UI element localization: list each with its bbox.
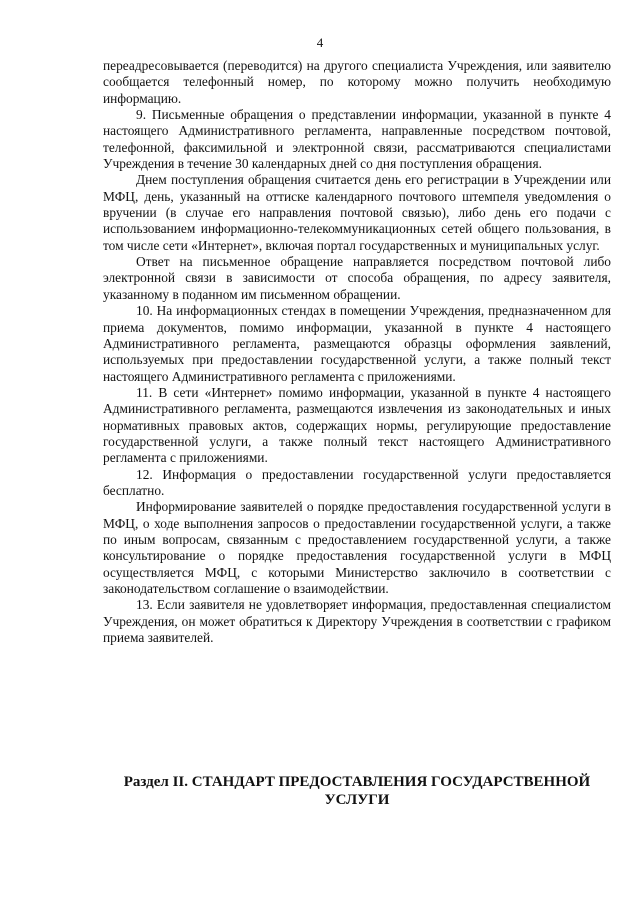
paragraph-item-11: 11. В сети «Интернет» помимо информации, указанной в пункте 4 настоящего Административного регламента, размещаются извлечения из законодательных и иных нормативных правовых актов, содержащих нормы, регулирующие предоставление государственной услуги, а также полный текст настоящего Административного регламента с приложениями. (103, 384, 611, 466)
section-heading (103, 773, 611, 809)
paragraph-written-reply: Ответ на письменное обращение направляется посредством почтовой либо электронной связи в зависимости от способа обращения, по адресу заявителя, указанному в поданном им письменном обращении. (103, 254, 611, 302)
section-heading-line-2: УСЛУГИ (324, 792, 390, 808)
paragraph-item-12: 12. Информация о предоставлении государственной услуги предоставляется бесплатно. (103, 466, 611, 498)
document-body (103, 58, 611, 646)
paragraph-mfc-informing: Информирование заявителей о порядке предоставления государственной услуги в МФЦ, о ходе выполнения запросов о предоставлении государственной услуги, а также по иным вопросам, связанным с предоставлением государственной услуги, а также консультирование о порядке предоставления государственной услуги в МФЦ осуществляется МФЦ, с которыми Министерство заключило в соответствии с законодательством соглашение о взаимодействии. (103, 499, 611, 596)
paragraph-item-9: 9. Письменные обращения о представлении информации, указанной в пункте 4 настоящего Административного регламента, направленные посредством почтовой, телефонной, факсимильной и электронной связи, рассматриваются специалистами Учреждения в течение 30 календарных дней со дня поступления обращения. (103, 107, 611, 172)
section-heading-line-1: Раздел II. СТАНДАРТ ПРЕДОСТАВЛЕНИЯ ГОСУДАРСТВЕННОЙ (123, 774, 591, 790)
paragraph-item-10: 10. На информационных стендах в помещении Учреждения, предназначенном для приема документов, помимо информации, указанной в пункте 4 настоящего Административного регламента, размещаются образцы оформления заявлений, используемых при предоставлении государственной услуги, а также полный текст настоящего Административного регламента с приложениями. (103, 303, 611, 384)
paragraph-item-13: 13. Если заявителя не удовлетворяет информация, предоставленная специалистом Учреждения, он может обратиться к Директору Учреждения в соответствии с графиком приема заявителей. (103, 597, 611, 646)
paragraph-continuation: переадресовывается (переводится) на другого специалиста Учреждения, или заявителю сообщается телефонный номер, по которому можно получить необходимую информацию. (103, 58, 611, 106)
page-number: 4 (316, 35, 324, 50)
paragraph-receipt-date: Днем поступления обращения считается день его регистрации в Учреждении или МФЦ, день, указанный на оттиске календарного почтового штемпеля уведомления о вручении (в случае его направления почтовой связью), либо день его подачи с использованием информационно-телекоммуникационных сетей общего пользования, в том числе сети «Интернет», включая портал государственных и муниципальных услуг. (103, 172, 611, 253)
